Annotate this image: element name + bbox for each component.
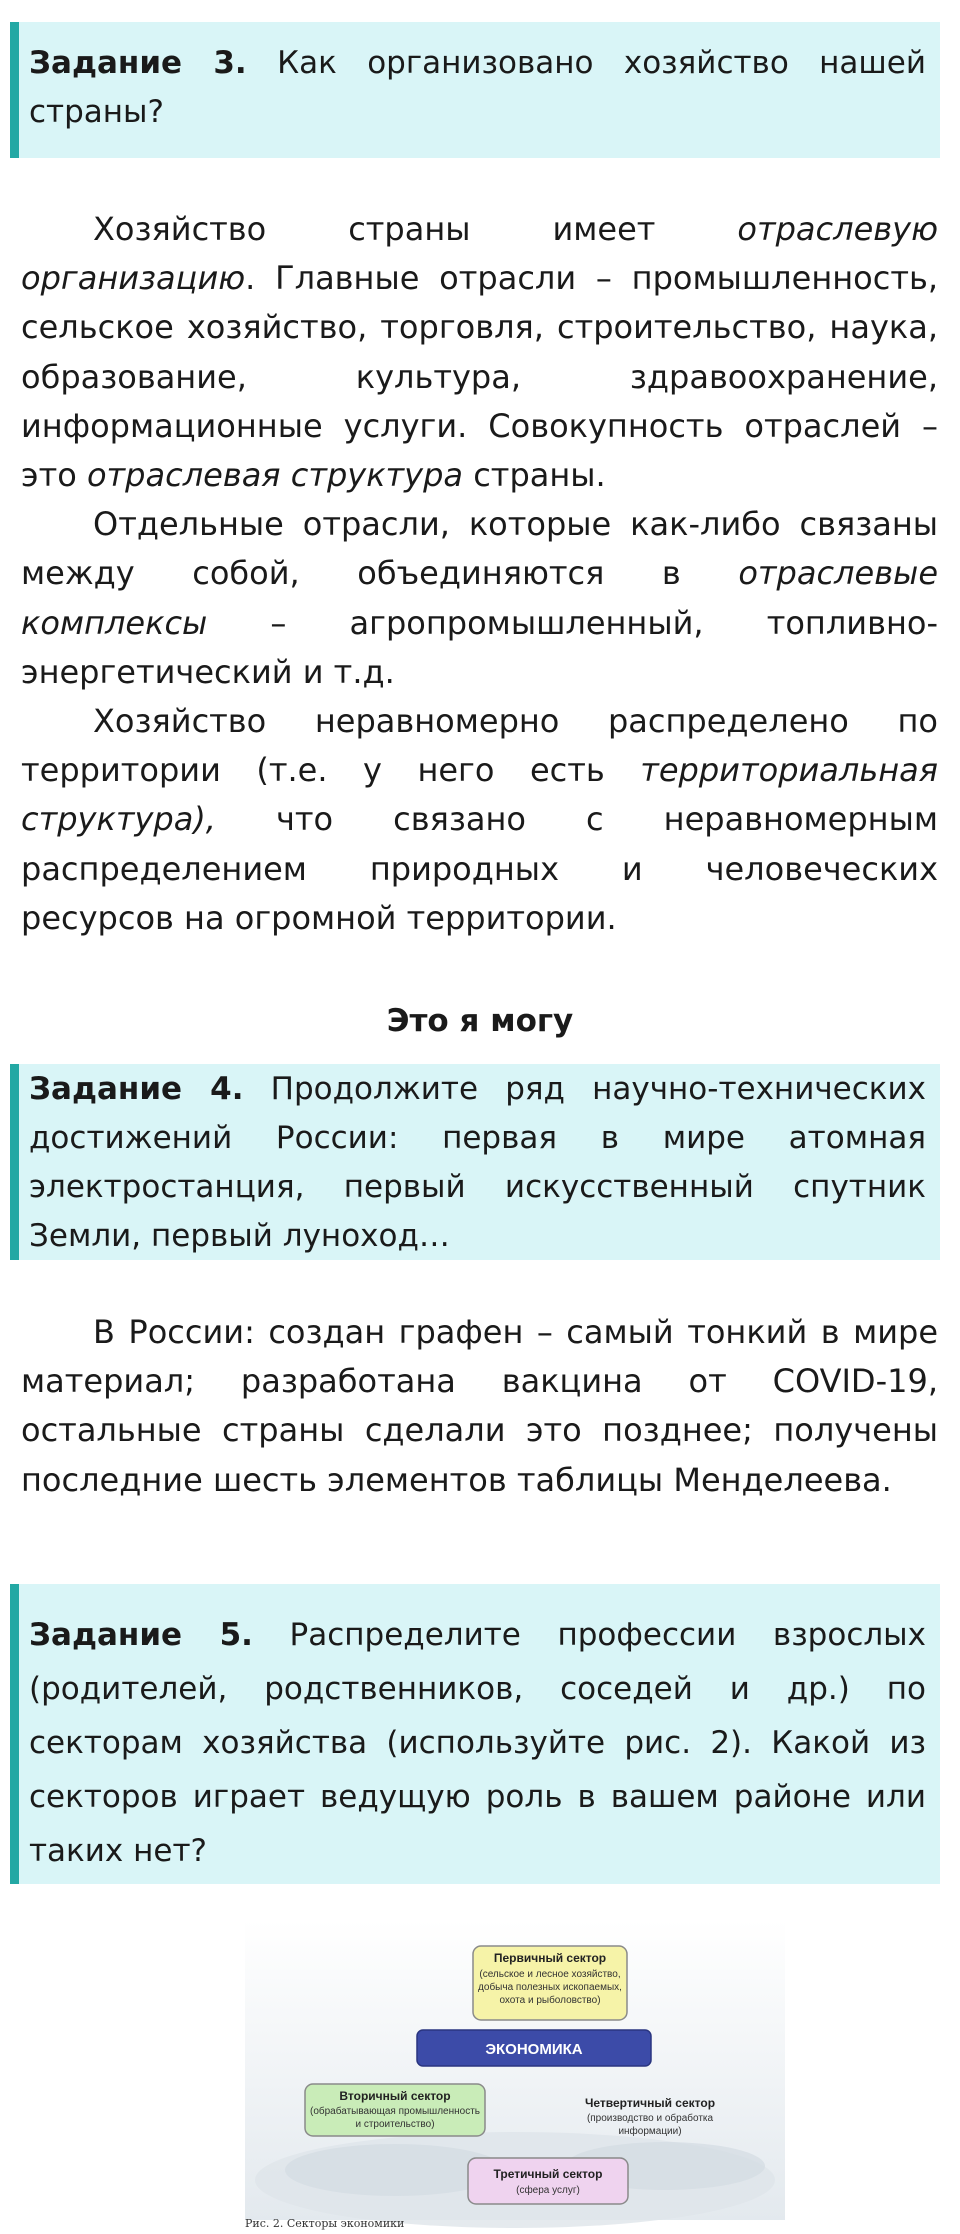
- figure-caption: Рис. 2. Секторы экономики: [245, 2217, 405, 2230]
- primary-sector-desc: охота и рыболовство): [499, 1995, 601, 2006]
- task-question: Как организовано хозяйство нашей страны?: [29, 45, 926, 130]
- economy-label: ЭКОНОМИКА: [485, 2041, 583, 2058]
- task-label: Задание 3.: [29, 45, 247, 81]
- economy-sectors-figure: [245, 1920, 785, 2232]
- task-question: Распределите профессии взрослых (родителей, родственников, соседей и др.) по секторам хозяйства (используйте рис. 2). Какой из секторов играет ведущую роль в вашем районе или таких нет?: [29, 1617, 926, 1869]
- tertiary-sector-title: Третичный сектор: [493, 2167, 603, 2181]
- answer-paragraph: Хозяйство страны имеет отраслевую организацию. Главные отрасли – промышленность, сельское хозяйство, торговля, строительство, наука, образование, культура, здравоохранение, информационные услуги. Совокупность отраслей – это отраслевая структура страны.: [21, 210, 938, 495]
- task-question: Продолжите ряд научно-технических достижений России: первая в мире атомная электростанция, первый искусственный спутник Земли, первый луноход…: [29, 1071, 926, 1254]
- quaternary-sector-desc: информации): [618, 2126, 682, 2137]
- quaternary-sector-title: Четвертичный сектор: [584, 2096, 716, 2110]
- answer-paragraph: Хозяйство неравномерно распределено по территории (т.е. у него есть территориальная структура), что связано с неравномерным распределением природных и человеческих ресурсов на огромной территории.: [21, 702, 938, 937]
- answer-paragraph: В России: создан графен – самый тонкий в мире материал; разработана вакцина от COVID-19, остальные страны сделали это позднее; получены последние шесть элементов таблицы Менделеева.: [21, 1313, 938, 1499]
- section-heading: Это я могу: [386, 1003, 574, 1039]
- secondary-sector-box: [305, 2084, 485, 2136]
- task-5-box: [10, 1584, 940, 1884]
- task-4-box: [10, 1064, 940, 1260]
- term: отраслевая структура: [86, 456, 464, 495]
- tertiary-sector-box: [468, 2158, 628, 2204]
- primary-sector-desc: (сельское и лесное хозяйство,: [479, 1969, 621, 1980]
- term: отраслевую организацию: [21, 210, 938, 298]
- primary-sector-title: Первичный сектор: [493, 1951, 607, 1965]
- term: отраслевые комплексы: [21, 554, 938, 642]
- task-label: Задание 5.: [29, 1617, 253, 1653]
- secondary-sector-desc: и строительство): [355, 2119, 435, 2130]
- economy-center-box: [417, 2030, 651, 2066]
- answer-3: [21, 205, 938, 943]
- sectors-diagram: [245, 1920, 785, 2232]
- tertiary-sector-desc: (сфера услуг): [516, 2185, 580, 2196]
- task-label: Задание 4.: [29, 1071, 244, 1107]
- secondary-sector-title: Вторичный сектор: [339, 2089, 451, 2103]
- secondary-sector-desc: (обрабатывающая промышленность: [309, 2106, 481, 2117]
- answer-paragraph: Отдельные отрасли, которые как-либо связаны между собой, объединяются в отраслевые комплексы – агропромышленный, топливно-энергетический и т.д.: [21, 505, 938, 691]
- term: территориальная структура),: [21, 751, 938, 839]
- primary-sector-desc: добыча полезных ископаемых,: [478, 1982, 622, 1993]
- quaternary-sector-desc: (производство и обработка: [586, 2113, 714, 2124]
- primary-sector-box: [473, 1946, 627, 2020]
- task-3-box: [10, 22, 940, 158]
- answer-4: [21, 1308, 938, 1505]
